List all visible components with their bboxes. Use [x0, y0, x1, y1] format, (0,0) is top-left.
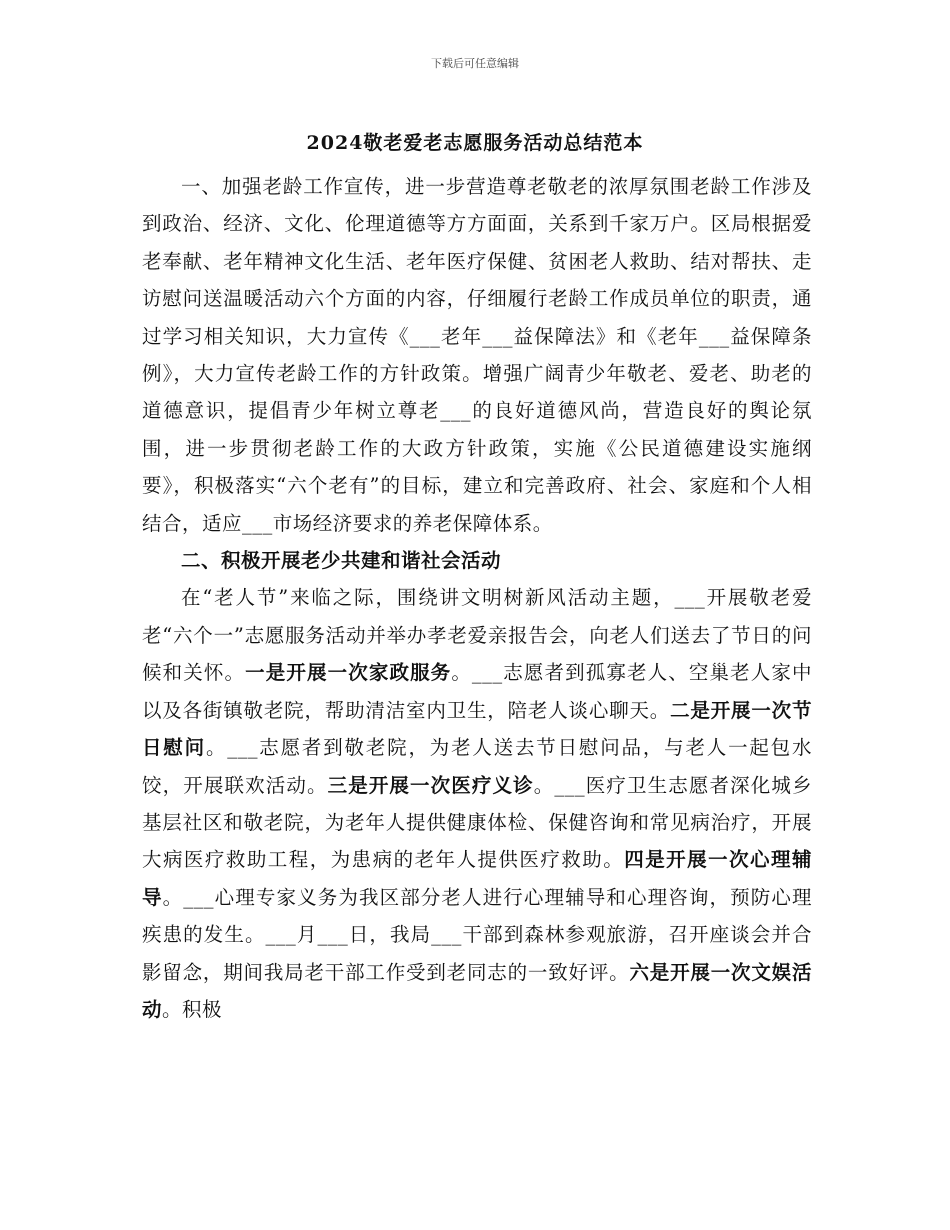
bold-item-three: 三是开展一次医疗义诊 [327, 773, 534, 797]
section-two-heading: 二、积极开展老少共建和谐社会活动 [181, 549, 502, 573]
paragraph-text: 。___志愿者到敬老院，为老人送去节日慰问品，与老人一起包水饺，开展联欢活动。 [142, 736, 812, 797]
paragraph-text: 。___医疗卫生志愿者深化城乡基层社区和敬老院，为老年人提供健康体检、保健咨询和常见病治疗，开展大病医疗救助工程，为患病的老年人提供医疗救助。 [142, 773, 812, 872]
paragraph-section-two [142, 579, 812, 1028]
bold-item-four: 四是开展一次心理辅导 [142, 848, 812, 909]
bold-item-one: 一是开展一次家政服务 [245, 661, 452, 685]
page-header-note: 下载后可任意编辑 [431, 57, 519, 70]
paragraph-text: 。___志愿者到孤寡老人、空巢老人家中以及各街镇敬老院，帮助清洁室内卫生，陪老人谈心聊天。 [142, 661, 812, 722]
paragraph-text: 在“老人节”来临之际，围绕讲文明树新风活动主题，___开展敬老爱老“六个一”志愿服务活动并举办孝老爱亲报告会，向老人们送去了节日的问候和关怀。 [142, 586, 812, 685]
paragraph-section-one: 一、加强老龄工作宣传，进一步营造尊老敬老的浓厚氛围老龄工作涉及到政治、经济、文化、伦理道德等方方面面，关系到千家万户。区局根据爱老奉献、老年精神文化生活、老年医疗保健、贫困老人救助、结对帮扶、走访慰问送温暖活动六个方面的内容，仔细履行老龄工作成员单位的职责，通过学习相关知识，大力宣传《___老年___益保障法》和《老年___益保障条例》，大力宣传老龄工作的方针政策。增强广阔青少年敬老、爱老、助老的道德意识，提倡青少年树立尊老___的良好道德风尚，营造良好的舆论氛围，进一步贯彻老龄工作的大政方针政策，实施《公民道德建设实施纲要》，积极落实“六个老有”的目标，建立和完善政府、社会、家庭和个人相结合，适应___市场经济要求的养老保障体系。 [142, 175, 812, 535]
document-title: 2024敬老爱老志愿服务活动总结范本 [306, 132, 644, 154]
paragraph-text: 。积极 [162, 997, 223, 1021]
bold-item-six: 六是开展一次文娱活动 [142, 960, 812, 1021]
paragraph-text: 。___心理专家义务为我区部分老人进行心理辅导和心理咨询，预防心理疾患的发生。___月___日，我局___干部到森林参观旅游，召开座谈会并合影留念，期间我局老干部工作受到老同志的一致好评。 [142, 885, 812, 984]
bold-item-two: 二是开展一次节日慰问 [142, 698, 812, 760]
document-body [142, 168, 812, 1028]
